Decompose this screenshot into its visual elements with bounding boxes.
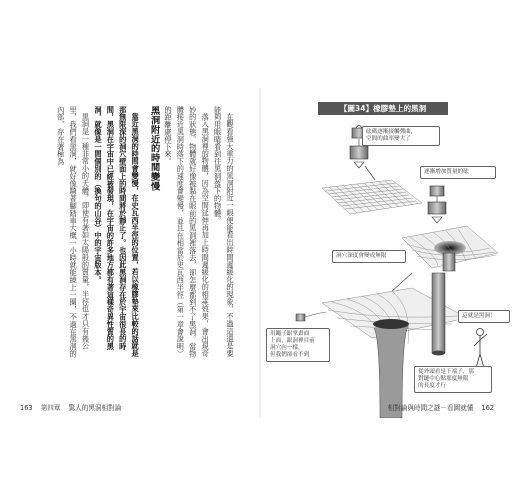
book-spread — [10, 88, 510, 418]
right-footer — [388, 402, 500, 412]
page-number: 162 — [481, 404, 494, 412]
figure-title: 【圖34】橡膠墊上的黑洞 — [318, 102, 448, 115]
paragraph-4: 黑洞是一種非常小的天體，即使有著如太陽般的質量，半徑也才只有幾公里，我們看黑洞，就好像騎著腳踏車大概一小時就能繞上一圈，不過在黑洞的內部，存在著極為 — [56, 106, 91, 358]
callout-curvature: 砝碼逐漸接觸彈曲， 空間的曲率變大了 — [362, 126, 440, 146]
page-number: 163 — [20, 404, 33, 412]
book-title: 相對論與時間之謎－看圖就懂 — [387, 404, 474, 412]
left-page — [10, 88, 258, 418]
curved-grid-sheet — [402, 226, 498, 271]
person-figure — [474, 329, 487, 369]
deep-hole-tube — [432, 273, 445, 353]
paragraph-1: 在觀看強大重力的黑洞附近一眼便能看出時間遲緩化的現象，不過這還是要能夠用眼睛看到往黑洞落下的物體。 — [213, 106, 235, 358]
callout-this-is-black-hole: 這就是黑洞！ — [458, 310, 510, 323]
body-text-column — [54, 106, 236, 361]
chapter-title: 驚人的黑洞相對論 — [68, 404, 122, 412]
callout-adding-mass: 逐漸增加質量的砝 — [420, 166, 496, 179]
flat-grid-sheet — [322, 180, 422, 214]
section-heading: 黑洞附近的時間變慢 — [148, 106, 160, 191]
callout-stretched-rope: 用繩子跟掌畫面 上面，跟洞裡目前 洞穴內一樣， 但我們卻看不到 — [266, 328, 330, 362]
paragraph-3: 靠近黑洞的時間會變慢，在史瓦西半徑的位置，若以橡膠墊來比較的話就是那無限深的洞穴壁面上的時間將於靜止了。也因此黑洞存在於宇宙很長的時間，黑洞在宇宙中已經被發現，在宇宙的許多地方都有著這樣奇異性質的黑洞，就像是一間個別的（換句的山谷）中的宇宙版本。 — [93, 106, 141, 358]
rope-weight — [296, 312, 326, 321]
left-footer — [20, 402, 127, 412]
callout-infinite-depth: 洞穴深度會變成無限 — [332, 250, 406, 263]
chapter-label: 第四章 — [40, 404, 61, 412]
book-gutter — [259, 88, 261, 418]
callout-outside-view: 從外頭看是下端子，那 對鏈中心點那度無限 的長度才行 — [414, 366, 492, 393]
right-page — [262, 88, 510, 418]
paragraph-2: 落入黑洞裡的物體，因為空間延伸再加上時間遲緩化的相乘效果，會出現奇妙的狀態。物體就好像被黏在眼前的黑洞裡落去，卻怎麼都到不了黑洞。當物體接近黑洞時落下的速度會變慢，並且在相當於史瓦西半徑（第一章會說明）的距離處停下來。 — [163, 106, 211, 358]
weight-stage-2 — [428, 186, 446, 223]
